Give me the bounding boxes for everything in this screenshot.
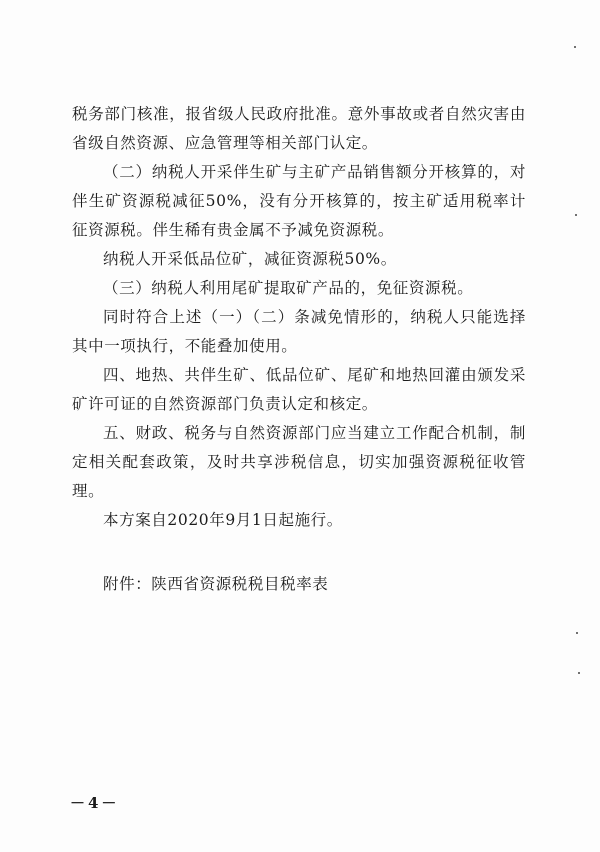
paragraph-item-four: 四、地热、共伴生矿、低品位矿、尾矿和地热回灌由颁发采矿许可证的自然资源部门负责认定和核定。: [72, 366, 526, 413]
paragraph-associated-minerals: （二）纳税人开采伴生矿与主矿产品销售额分开核算的，对伴生矿资源税减征50%，没有分开核算的，按主矿适用税率计征资源税。伴生稀有贵金属不予减免资源税。: [72, 163, 526, 239]
paragraph-item-five: 五、财政、税务与自然资源部门应当建立工作配合机制，制定相关配套政策，及时共享涉税信息，切实加强资源税征收管理。: [72, 424, 526, 500]
paragraph-effective-date: 本方案自2020年9月1日起施行。: [103, 511, 343, 529]
document-body: [72, 100, 526, 535]
paragraph-non-cumulative: 同时符合上述（一）（二）条减免情形的，纳税人只能选择其中一项执行，不能叠加使用。: [72, 308, 526, 355]
scan-speck: [575, 214, 577, 216]
paragraph-approval: 税务部门核准，报省级人民政府批准。意外事故或者自然灾害由省级自然资源、应急管理等相关部门认定。: [72, 105, 526, 152]
attachment-note: 附件：陕西省资源税税目税率表: [103, 575, 329, 593]
page-number: －4－: [70, 794, 120, 812]
paragraph-tailings: （三）纳税人利用尾矿提取矿产品的，免征资源税。: [103, 279, 474, 297]
scan-speck: [578, 672, 580, 674]
scan-speck: [576, 632, 578, 634]
scan-speck: [574, 46, 576, 48]
paragraph-low-grade-ore: 纳税人开采低品位矿，减征资源税50%。: [103, 250, 397, 268]
